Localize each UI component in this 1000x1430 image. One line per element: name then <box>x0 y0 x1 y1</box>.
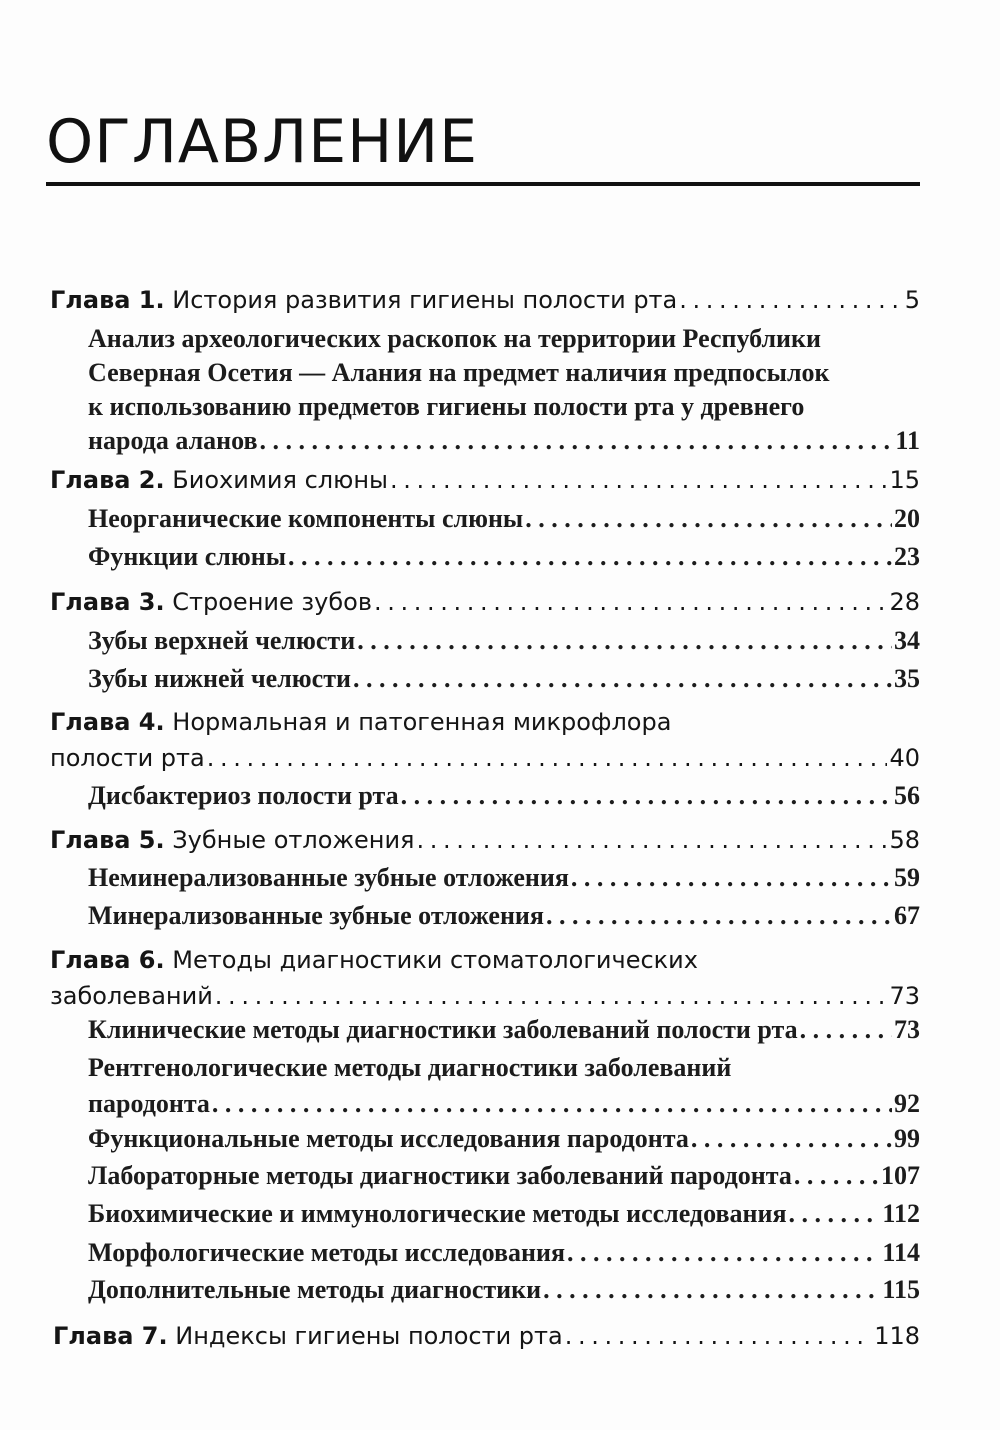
dot-leader <box>691 1121 892 1157</box>
page-number: 34 <box>894 626 920 655</box>
chapter-label: Глава 2. <box>50 466 165 494</box>
toc-chapter-2[interactable] <box>50 462 920 498</box>
toc-chapter-6[interactable] <box>50 942 920 1014</box>
dot-leader <box>288 539 892 575</box>
dot-leader <box>417 822 888 858</box>
dot-leader <box>401 778 892 814</box>
section-title: Функциональные методы исследования пародонта <box>88 1124 689 1153</box>
toc-chapter-4[interactable] <box>50 704 920 776</box>
section-title: Минерализованные зубные отложения <box>88 901 544 930</box>
toc-chapter-3[interactable] <box>50 584 920 620</box>
section-title: Неорганические компоненты слюны <box>88 504 524 533</box>
chapter-title: Биохимия слюны <box>172 466 388 494</box>
page-number: 20 <box>894 504 920 533</box>
dot-leader <box>794 1158 879 1194</box>
chapter-label: Глава 6. <box>50 946 165 974</box>
dot-leader <box>357 623 892 659</box>
page-number: 40 <box>889 744 920 772</box>
page-number: 107 <box>881 1161 920 1190</box>
section-title: Лабораторные методы диагностики заболеваний пародонта <box>88 1161 792 1190</box>
dot-leader <box>571 860 892 896</box>
section-title: Клинические методы диагностики заболеваний полости рта <box>88 1015 798 1044</box>
page-number: 5 <box>904 286 920 314</box>
section-title-line: Анализ археологических раскопок на территории Республики <box>88 324 822 353</box>
section-title: Неминерализованные зубные отложения <box>88 863 569 892</box>
chapter-label: Глава 5. <box>50 826 165 854</box>
toc-section-6-2[interactable] <box>88 1050 920 1122</box>
toc-section-6-7[interactable] <box>88 1272 920 1308</box>
toc-section-3-2[interactable] <box>88 661 920 697</box>
toc-section-6-3[interactable] <box>88 1121 920 1157</box>
page-number: 59 <box>894 863 920 892</box>
section-title: Дисбактериоз полости рта <box>88 781 399 810</box>
chapter-title: Индексы гигиены полости рта <box>175 1322 563 1350</box>
chapter-title-line: заболеваний <box>50 982 213 1010</box>
dot-leader <box>565 1318 872 1354</box>
section-title: Функции слюны <box>88 542 287 571</box>
section-title-line: Северная Осетия — Алания на предмет наличия предпосылок <box>88 358 830 387</box>
page-number: 99 <box>894 1124 920 1153</box>
chapter-label: Глава 3. <box>50 588 165 616</box>
page-number: 67 <box>894 901 920 930</box>
page-number: 56 <box>894 781 920 810</box>
chapter-title-line: Нормальная и патогенная микрофлора <box>172 708 672 736</box>
chapter-title: Зубные отложения <box>172 826 415 854</box>
section-title-line: пародонта <box>88 1089 210 1118</box>
toc-section-6-4[interactable] <box>88 1158 920 1194</box>
page-number: 115 <box>882 1275 920 1304</box>
dot-leader <box>353 661 892 697</box>
page-number: 114 <box>882 1238 920 1267</box>
dot-leader <box>215 978 888 1014</box>
page-number: 15 <box>889 466 920 494</box>
chapter-label: Глава 7. <box>53 1322 168 1350</box>
page-number: 28 <box>889 588 920 616</box>
toc-section-4-1[interactable] <box>88 778 920 814</box>
toc-section-2-2[interactable] <box>88 539 920 575</box>
page-number: 58 <box>889 826 920 854</box>
page-number: 11 <box>895 426 920 455</box>
section-title: Морфологические методы исследования <box>88 1238 566 1267</box>
page-number: 118 <box>874 1322 920 1350</box>
dot-leader <box>525 501 892 537</box>
dot-leader <box>800 1012 892 1048</box>
dot-leader <box>212 1086 892 1122</box>
page-number: 92 <box>894 1089 920 1118</box>
toc-section-5-2[interactable] <box>88 898 920 934</box>
toc-section-1-1[interactable] <box>88 322 920 458</box>
dot-leader <box>260 424 894 458</box>
toc-chapter-1[interactable] <box>50 282 920 318</box>
section-title: Дополнительные методы диагностики <box>88 1275 542 1304</box>
section-title: Биохимические и иммунологические методы исследования <box>88 1199 787 1228</box>
dot-leader <box>207 740 888 776</box>
title-underline <box>46 182 920 186</box>
chapter-title: Строение зубов <box>172 588 372 616</box>
dot-leader <box>567 1235 880 1271</box>
dot-leader <box>546 898 892 934</box>
toc-section-3-1[interactable] <box>88 623 920 659</box>
chapter-title-line: Методы диагностики стоматологических <box>172 946 698 974</box>
page-title: ОГЛАВЛЕНИЕ <box>46 107 479 177</box>
section-title-line: Рентгенологические методы диагностики заболеваний <box>88 1053 732 1082</box>
dot-leader <box>374 584 887 620</box>
dot-leader <box>789 1196 881 1232</box>
page-number: 73 <box>889 982 920 1010</box>
toc-chapter-5[interactable] <box>50 822 920 858</box>
section-title: Зубы верхней челюсти <box>88 626 356 655</box>
toc-section-6-5[interactable] <box>88 1196 920 1232</box>
chapter-label: Глава 4. <box>50 708 165 736</box>
page-number: 112 <box>882 1199 920 1228</box>
chapter-label: Глава 1. <box>50 286 165 314</box>
page-number: 23 <box>894 542 920 571</box>
chapter-title-line: полости рта <box>50 744 205 772</box>
page-number: 73 <box>894 1015 920 1044</box>
toc-section-5-1[interactable] <box>88 860 920 896</box>
toc-section-6-1[interactable] <box>88 1012 920 1048</box>
page-number: 35 <box>894 664 920 693</box>
section-title-line: народа аланов <box>88 426 258 455</box>
section-title-line: к использованию предметов гигиены полости рта у древнего <box>88 392 805 421</box>
dot-leader <box>543 1272 880 1308</box>
dot-leader <box>390 462 887 498</box>
section-title: Зубы нижней челюсти <box>88 664 351 693</box>
chapter-title: История развития гигиены полости рта <box>172 286 678 314</box>
toc-chapter-7[interactable] <box>53 1318 920 1354</box>
dot-leader <box>679 282 902 318</box>
toc-section-6-6[interactable] <box>88 1235 920 1271</box>
toc-section-2-1[interactable] <box>88 501 920 537</box>
